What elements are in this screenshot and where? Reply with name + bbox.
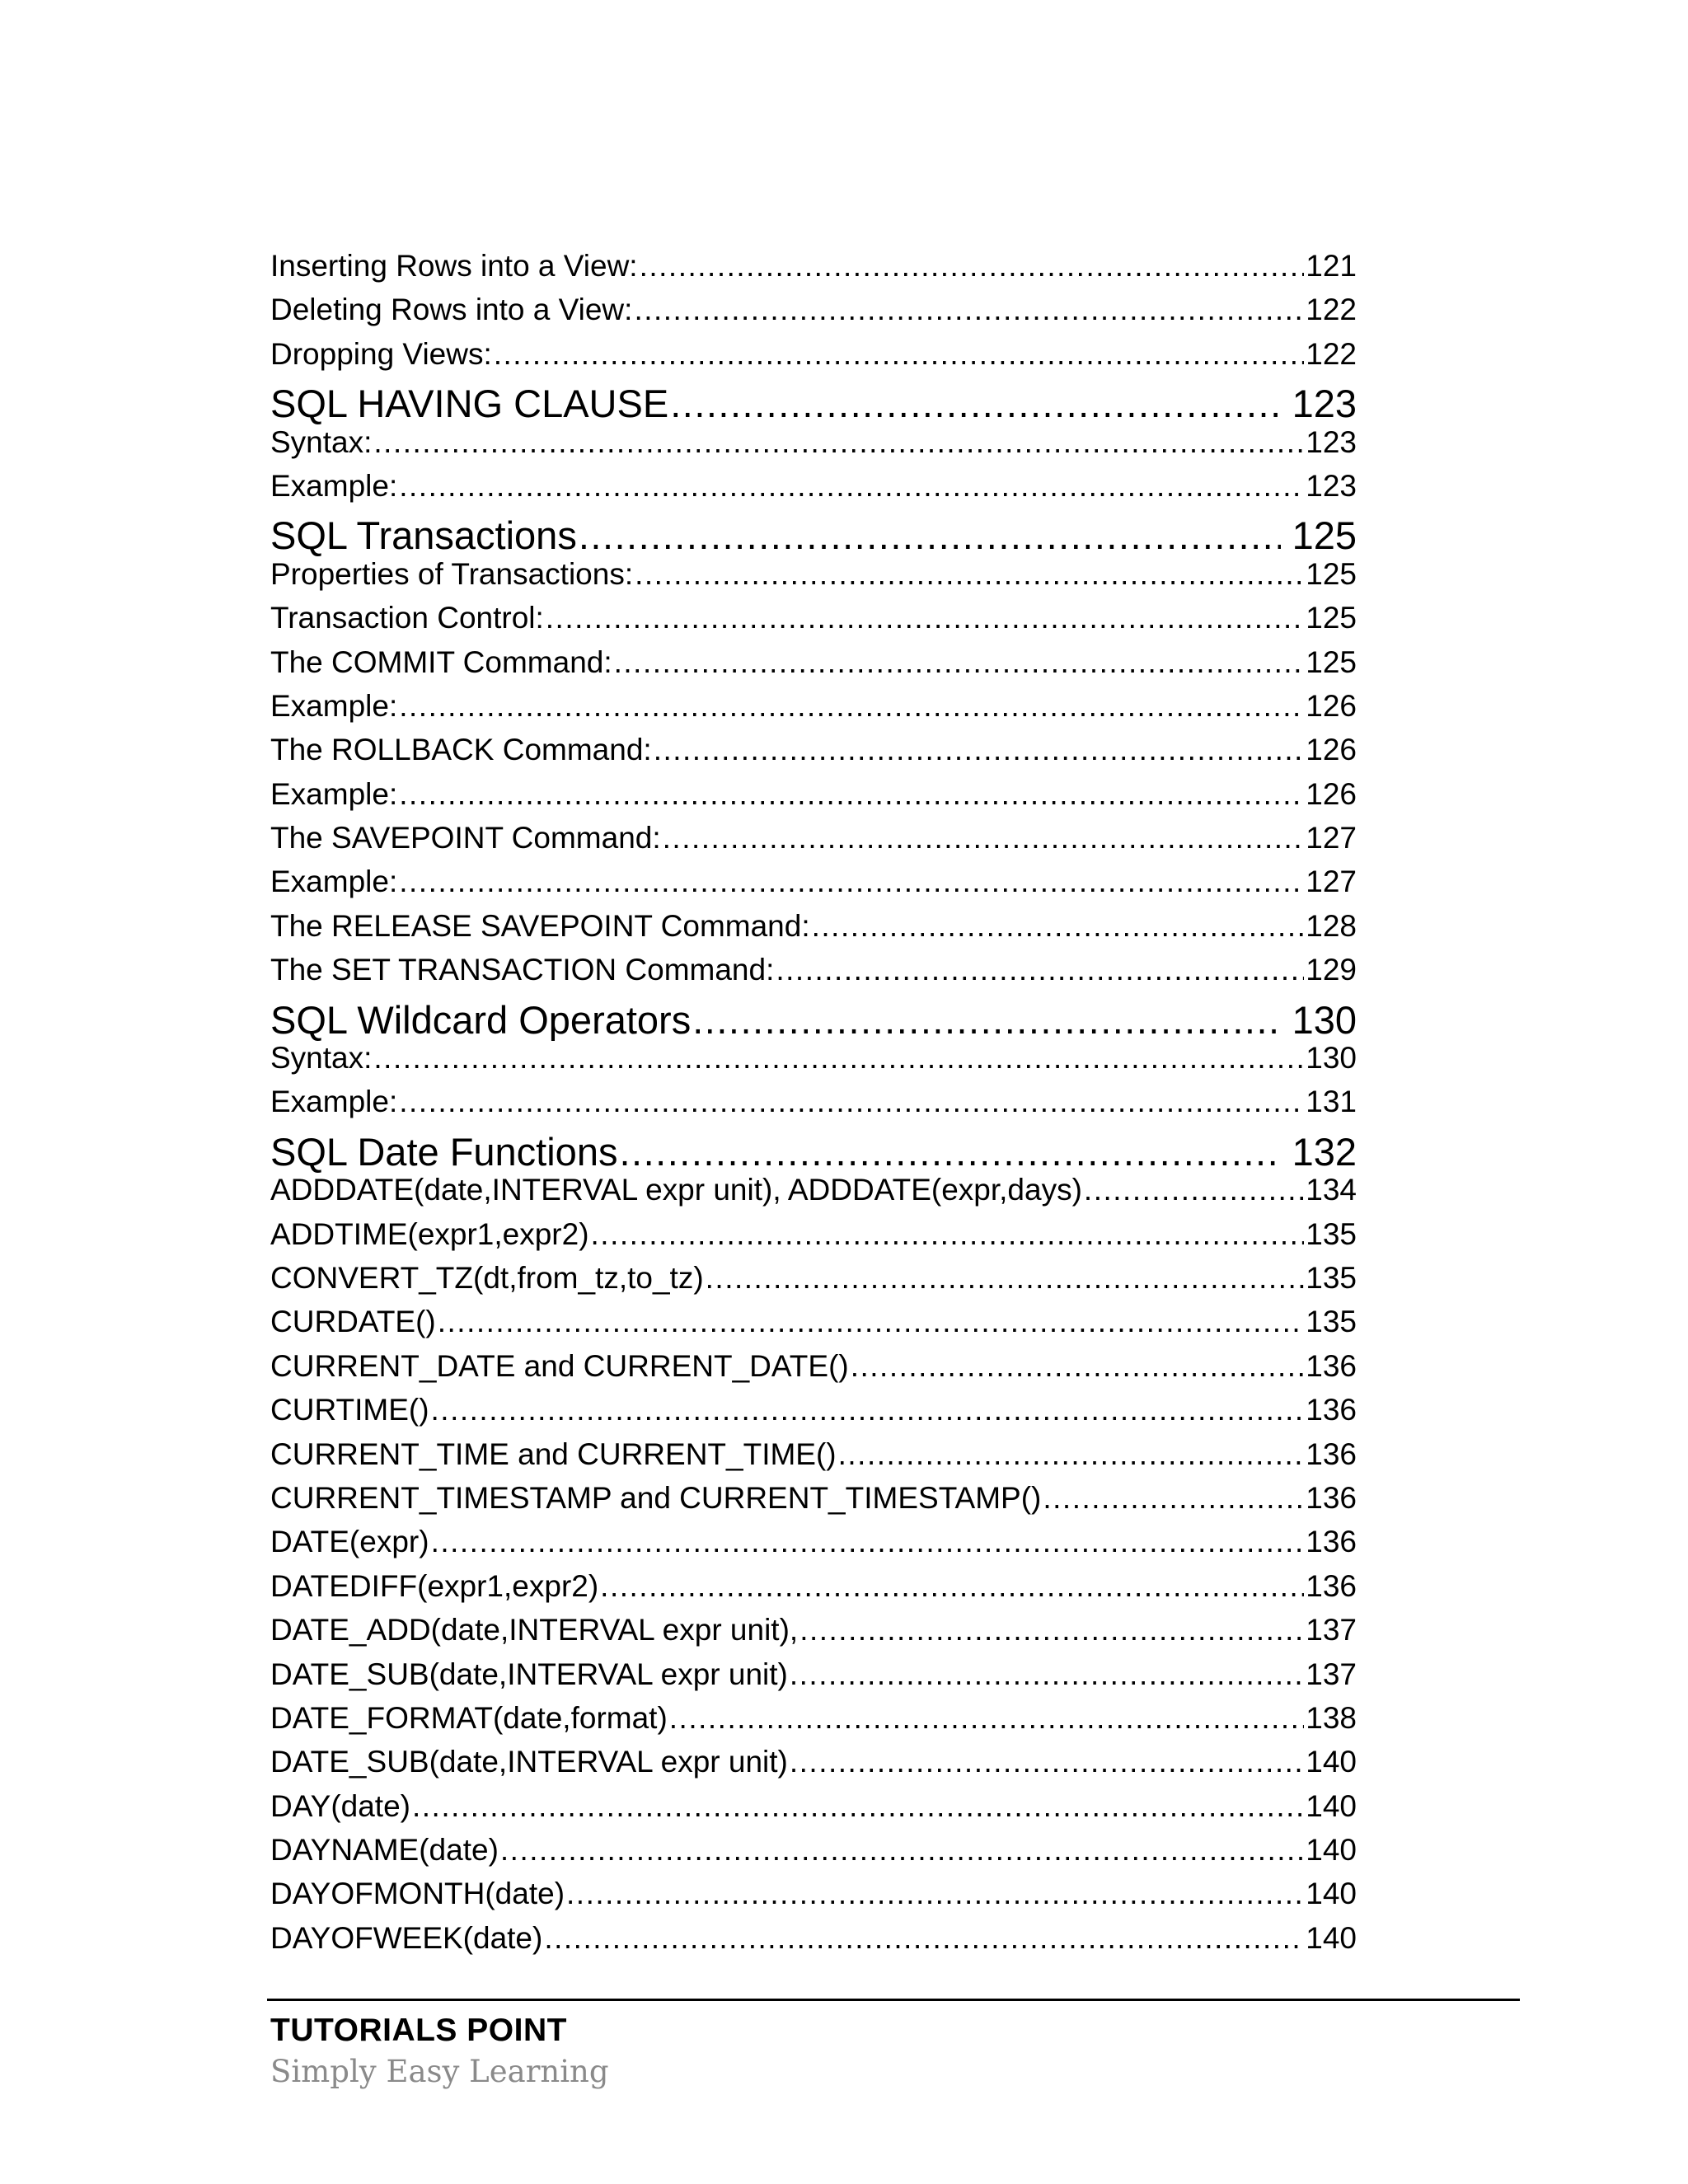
toc-entry-title: The SAVEPOINT Command: [270,821,661,855]
toc-dot-leader [399,469,1304,504]
toc-entry-title: Example: [270,776,398,811]
toc-entry-page-number: 136 [1306,1480,1357,1515]
toc-dot-leader [669,1701,1305,1736]
toc-dot-leader [619,1129,1280,1173]
toc-dot-leader [412,1789,1304,1824]
toc-entry[interactable] [270,293,1357,336]
toc-dot-leader [579,513,1281,556]
toc-dot-leader [1043,1481,1304,1516]
toc-dot-leader [790,1657,1304,1692]
toc-entry-title: SQL HAVING CLAUSE [270,382,669,425]
toc-entry-title: DAYOFMONTH(date) [270,1877,565,1911]
toc-dot-leader [399,1085,1304,1119]
toc-entry-title: Example: [270,688,398,723]
footer-brand: TUTORIALS POINT [270,2013,567,2048]
toc-entry[interactable] [270,1349,1357,1393]
toc-entry-title: The RELEASE SAVEPOINT Command: [270,908,810,943]
toc-entry-page-number: 134 [1306,1173,1357,1207]
toc-entry-title: CURRENT_TIMESTAMP and CURRENT_TIMESTAMP() [270,1480,1042,1515]
toc-entry-title: ADDTIME(expr1,expr2) [270,1216,589,1251]
toc-dot-leader [670,381,1280,424]
toc-entry-title: DATE_FORMAT(date,format) [270,1700,668,1735]
toc-entry[interactable] [270,1173,1357,1216]
toc-entry-page-number: 135 [1306,1216,1357,1251]
toc-entry[interactable] [270,1041,1357,1085]
toc-entry[interactable] [270,953,1357,996]
toc-entry[interactable] [270,1437,1357,1481]
toc-entry-title: DAY(date) [270,1788,410,1823]
toc-dot-leader [654,733,1305,767]
toc-entry[interactable] [270,1481,1357,1525]
toc-entry[interactable] [270,1305,1357,1348]
toc-entry-page-number: 127 [1306,821,1357,855]
toc-dot-leader [399,865,1304,899]
toc-dot-leader [706,1261,1305,1296]
toc-entry[interactable] [270,249,1357,293]
toc-entry[interactable] [270,1745,1357,1788]
toc-entry-title: CURRENT_DATE and CURRENT_DATE() [270,1348,849,1383]
footer-tagline: Simply Easy Learning [270,2054,609,2089]
toc-entry-page-number: 140 [1306,1833,1357,1868]
toc-entry[interactable] [270,645,1357,689]
toc-entry-page-number: 125 [1306,556,1357,591]
toc-dot-leader [614,645,1305,680]
toc-dot-leader [399,689,1304,724]
toc-dot-leader [546,601,1304,635]
toc-entry-title: Syntax: [270,424,373,459]
toc-entry-page-number: 135 [1306,1305,1357,1339]
toc-entry-title: SQL Transactions [270,513,577,557]
toc-entry-page-number: 127 [1306,865,1357,899]
toc-entry-title: DATE(expr) [270,1525,429,1559]
toc-dot-leader [431,1525,1305,1559]
toc-heading-entry[interactable] [270,381,1357,424]
toc-entry-page-number: 136 [1306,1348,1357,1383]
toc-entry[interactable] [270,1261,1357,1305]
toc-entry-page-number: 136 [1306,1436,1357,1471]
toc-entry-title: Dropping Views: [270,336,492,371]
toc-entry-page-number: 128 [1306,908,1357,943]
toc-dot-leader [1084,1173,1304,1207]
toc-entry[interactable] [270,733,1357,776]
toc-dot-leader [838,1437,1305,1472]
toc-entry-page-number: 136 [1306,1568,1357,1603]
toc-dot-leader [851,1349,1305,1384]
toc-entry[interactable] [270,1569,1357,1613]
toc-dot-leader [399,777,1304,812]
toc-entry-page-number: 121 [1306,249,1357,283]
toc-entry-page-number: 126 [1306,688,1357,723]
toc-dot-leader [591,1217,1305,1252]
toc-entry[interactable] [270,1525,1357,1568]
toc-dot-leader [640,249,1305,284]
toc-entry-title: Example: [270,865,398,899]
toc-entry-title: The SET TRANSACTION Command: [270,953,775,987]
toc-dot-leader [500,1833,1304,1868]
toc-entry[interactable] [270,689,1357,733]
toc-entry[interactable] [270,469,1357,513]
toc-entry[interactable] [270,1393,1357,1436]
toc-entry-page-number: 138 [1306,1700,1357,1735]
toc-heading-entry[interactable] [270,1129,1357,1173]
toc-entry-page-number: 140 [1306,1920,1357,1955]
toc-entry-page-number: 122 [1306,336,1357,371]
toc-entry[interactable] [270,1833,1357,1877]
toc-entry-page-number: 126 [1306,776,1357,811]
toc-entry-title: Syntax: [270,1041,373,1076]
toc-entry[interactable] [270,909,1357,953]
toc-entry-title: DAYOFWEEK(date) [270,1920,543,1955]
toc-entry-page-number: 125 [1306,601,1357,635]
toc-entry[interactable] [270,1657,1357,1701]
toc-dot-leader [544,1921,1304,1956]
toc-entry-title: ADDDATE(date,INTERVAL expr unit), ADDDATE(expr,days) [270,1173,1082,1207]
toc-entry[interactable] [270,601,1357,644]
toc-entry-page-number: 131 [1306,1085,1357,1119]
toc-entry-page-number: 129 [1306,953,1357,987]
toc-entry-page-number: 140 [1306,1788,1357,1823]
toc-entry-title: DATE_SUB(date,INTERVAL expr unit) [270,1745,788,1779]
table-of-contents [270,249,1357,1965]
toc-entry-title: Transaction Control: [270,601,544,635]
toc-entry[interactable] [270,1877,1357,1920]
toc-entry-title: Deleting Rows into a View: [270,293,633,327]
toc-entry[interactable] [270,865,1357,908]
toc-entry-page-number: 136 [1306,1525,1357,1559]
toc-dot-leader [799,1613,1304,1647]
toc-entry-page-number: 125 [1292,513,1357,557]
toc-heading-entry[interactable] [270,513,1357,556]
toc-entry-title: CURTIME() [270,1393,429,1427]
toc-dot-leader [635,557,1304,592]
toc-entry-page-number: 122 [1306,293,1357,327]
toc-dot-leader [776,953,1304,987]
toc-entry-title: CURDATE() [270,1305,436,1339]
toc-dot-leader [438,1305,1305,1339]
toc-entry-title: SQL Date Functions [270,1129,618,1174]
toc-dot-leader [373,1041,1304,1076]
toc-entry-title: CURRENT_TIME and CURRENT_TIME() [270,1436,837,1471]
toc-heading-entry[interactable] [270,997,1357,1041]
toc-entry-page-number: 136 [1306,1393,1357,1427]
toc-entry-title: The ROLLBACK Command: [270,733,652,767]
toc-entry[interactable] [270,821,1357,865]
toc-entry[interactable] [270,1217,1357,1261]
toc-entry-page-number: 132 [1292,1129,1357,1174]
toc-entry[interactable] [270,1613,1357,1657]
toc-entry-page-number: 135 [1306,1260,1357,1295]
toc-entry-title: DATE_SUB(date,INTERVAL expr unit) [270,1657,788,1691]
toc-entry-title: DAYNAME(date) [270,1833,499,1868]
toc-dot-leader [494,337,1305,372]
toc-entry-page-number: 125 [1306,644,1357,679]
toc-entry-title: Example: [270,468,398,503]
toc-entry[interactable] [270,557,1357,601]
toc-entry-title: Example: [270,1085,398,1119]
toc-entry-page-number: 130 [1306,1041,1357,1076]
footer-divider [267,1999,1520,2001]
toc-entry[interactable] [270,777,1357,821]
toc-entry[interactable] [270,1085,1357,1128]
toc-entry-title: SQL Wildcard Operators [270,997,692,1042]
toc-entry-page-number: 123 [1306,424,1357,459]
toc-entry-title: The COMMIT Command: [270,644,612,679]
toc-entry-page-number: 140 [1306,1745,1357,1779]
toc-entry-page-number: 123 [1292,382,1357,425]
toc-entry[interactable] [270,337,1357,381]
toc-dot-leader [373,425,1304,460]
toc-entry-title: CONVERT_TZ(dt,from_tz,to_tz) [270,1260,704,1295]
toc-entry-page-number: 130 [1292,997,1357,1042]
toc-entry-title: DATE_ADD(date,INTERVAL expr unit), [270,1613,799,1647]
toc-entry-page-number: 126 [1306,733,1357,767]
toc-entry-title: Inserting Rows into a View: [270,249,638,283]
toc-entry-page-number: 140 [1306,1877,1357,1911]
toc-entry[interactable] [270,1789,1357,1833]
toc-entry-title: Properties of Transactions: [270,556,634,591]
toc-entry-page-number: 137 [1306,1613,1357,1647]
toc-dot-leader [812,909,1305,944]
toc-dot-leader [566,1877,1304,1911]
toc-dot-leader [600,1569,1304,1604]
toc-dot-leader [692,997,1280,1041]
toc-entry-page-number: 123 [1306,468,1357,503]
toc-entry-title: DATEDIFF(expr1,expr2) [270,1568,599,1603]
toc-entry-page-number: 137 [1306,1657,1357,1691]
toc-entry[interactable] [270,1921,1357,1965]
toc-dot-leader [663,821,1305,855]
toc-dot-leader [790,1745,1304,1779]
toc-entry[interactable] [270,1701,1357,1745]
toc-dot-leader [431,1393,1305,1427]
toc-dot-leader [634,293,1304,327]
toc-entry[interactable] [270,425,1357,469]
